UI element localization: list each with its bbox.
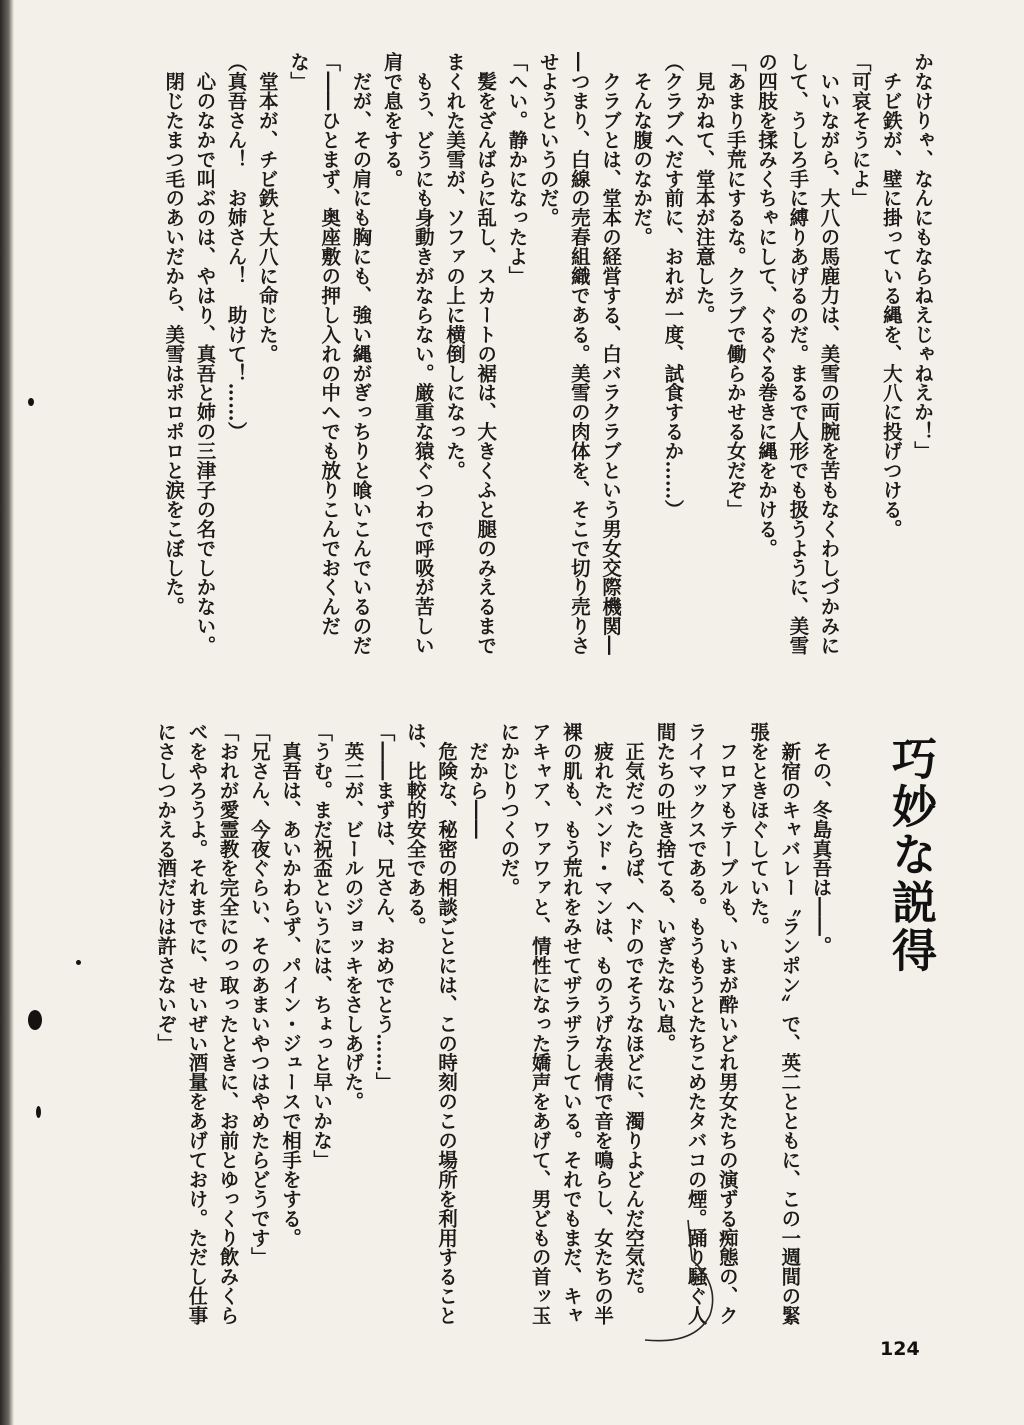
upper-text-block [158, 52, 938, 692]
text-line: 正気だったらば、ヘドのでそうなほどに、濁りよどんだ空気だ。 [622, 722, 646, 1306]
text-line: その、冬島真吾は――。 [809, 722, 833, 956]
text-line: 「おれが愛霊教を完全にのっ取ったときに、お前とゆっくり飲みくら [216, 722, 240, 1325]
text-line: 間たちの吐き捨てる、いぎたない息。 [653, 722, 677, 1053]
text-line: 英二が、ビールのジョッキをさしあげた。 [341, 722, 365, 1111]
text-line: （クラブへだす前に、おれが一度、試食するか……） [661, 52, 685, 519]
text-line: 肩で息をする。 [380, 52, 404, 189]
section-heading: 巧妙な説得 [884, 735, 937, 975]
pen-annotation-mark [640, 1200, 730, 1350]
text-line: にかじりつくのだ。 [497, 722, 521, 898]
text-line: な」 [287, 52, 311, 91]
print-speck [36, 1106, 41, 1118]
text-line: にさしつかえる酒だけは許さないぞ」 [154, 722, 178, 1053]
text-line: 危険な、秘密の相談ごとには、この時刻のこの場所を利用すること [435, 722, 459, 1325]
text-line: 髪をざんばらに乱し、スカートの裾は、大きくふと腿のみえるまで [474, 52, 498, 655]
text-line: は、比較的安全である。 [403, 722, 427, 936]
text-line: 「可哀そうによ」 [848, 52, 872, 208]
text-line: 閉じたまつ毛のあいだから、美雪はポロポロと涙をこぼした。 [162, 52, 186, 617]
text-line: 新宿のキャバレー〝ランポン〟で、英二とともに、この一週間の緊 [778, 722, 802, 1325]
text-line: べをやろうよ。それまでに、せいぜい酒量をあげておけ。ただし仕事 [185, 722, 209, 1325]
text-line: チビ鉄が、壁に掛っている縄を、大八に投げつける。 [879, 52, 903, 539]
text-line: 「へい。静かになったよ」 [505, 52, 529, 286]
text-line: 「――まずは、兄さん、おめでとう……」 [372, 722, 396, 1092]
text-line: 心のなかで叫ぶのは、やはり、真吾と姉の三津子の名でしかない。 [193, 52, 217, 655]
lower-text-block [150, 722, 836, 1332]
text-line: フロアもテーブルも、いまが酔いどれ男女たちの演ずる痴態の、ク [715, 722, 739, 1325]
text-line: もう、どうにも身動きがならない。厳重な猿ぐつわで呼吸が苦しい [411, 52, 435, 655]
text-line: ライマックスである。もうもうとたちこめたタバコの煙。踊り騒ぐ人 [684, 722, 708, 1325]
print-speck [28, 1010, 42, 1030]
text-line: （真吾さん！ お姉さん！ 助けて！……） [224, 52, 248, 441]
text-line: アキャア、ワァワァと、情性になった嬌声をあげて、男どもの首ッ玉 [528, 722, 552, 1325]
text-line: の四肢を揉みくちゃにして、ぐるぐる巻きに縄をかける。 [755, 52, 779, 558]
text-line: 真吾は、あいかわらず、パイン・ジュースで相手をする。 [279, 722, 303, 1248]
text-line: だから―― [466, 722, 490, 839]
text-line: 「兄さん、今夜ぐらい、そのあまいやつはやめたらどうです」 [247, 722, 271, 1267]
text-line: 「あまり手荒にするな。クラブで働らかせる女だぞ」 [723, 52, 747, 519]
text-line: 見かねて、堂本が注意した。 [692, 52, 716, 325]
text-line: そんな腹のなかだ。 [630, 52, 654, 247]
text-line: ―つまり、白線の売春組織である。美雪の肉体を、そこで切り売りさ [567, 52, 591, 655]
text-line: 張をときほぐしていた。 [747, 722, 771, 936]
text-line: 「うむ。まだ祝盃というには、ちょっと早いかな」 [310, 722, 334, 1170]
text-line: して、うしろ手に縛りあげるのだ。まるで人形でも扱うように、美雪 [786, 52, 810, 655]
text-line: いいながら、大八の馬鹿力は、美雪の両腕を苦もなくわしづかみに [817, 52, 841, 655]
text-line: 堂本が、チビ鉄と大八に命じた。 [255, 52, 279, 364]
text-line: まくれた美雪が、ソファの上に横倒しになった。 [443, 52, 467, 480]
text-line: せようというのだ。 [536, 52, 560, 228]
text-line: 「――ひとまず、奥座敷の押し入れの中へでも放りこんでおくんだ [318, 52, 342, 636]
print-speck [28, 398, 34, 406]
text-line: 疲れたバンド・マンは、ものうげな表情で音を鳴らし、女たちの半 [591, 722, 615, 1325]
text-line: 裸の肌も、もう荒れをみせてザラザラしている。それでもまだ、キャ [559, 722, 583, 1325]
page-number: 124 [880, 1338, 920, 1360]
text-line: クラブとは、堂本の経営する、白バラクラブという男女交際機関― [599, 52, 623, 655]
text-line: かなけりゃ、なんにもならねえじゃねえか！」 [911, 52, 935, 461]
text-line: だが、その肩にも胸にも、強い縄がぎっちりと喰いこんでいるのだ [349, 52, 373, 655]
print-speck [76, 960, 81, 965]
page-binding-shadow [0, 0, 14, 1425]
